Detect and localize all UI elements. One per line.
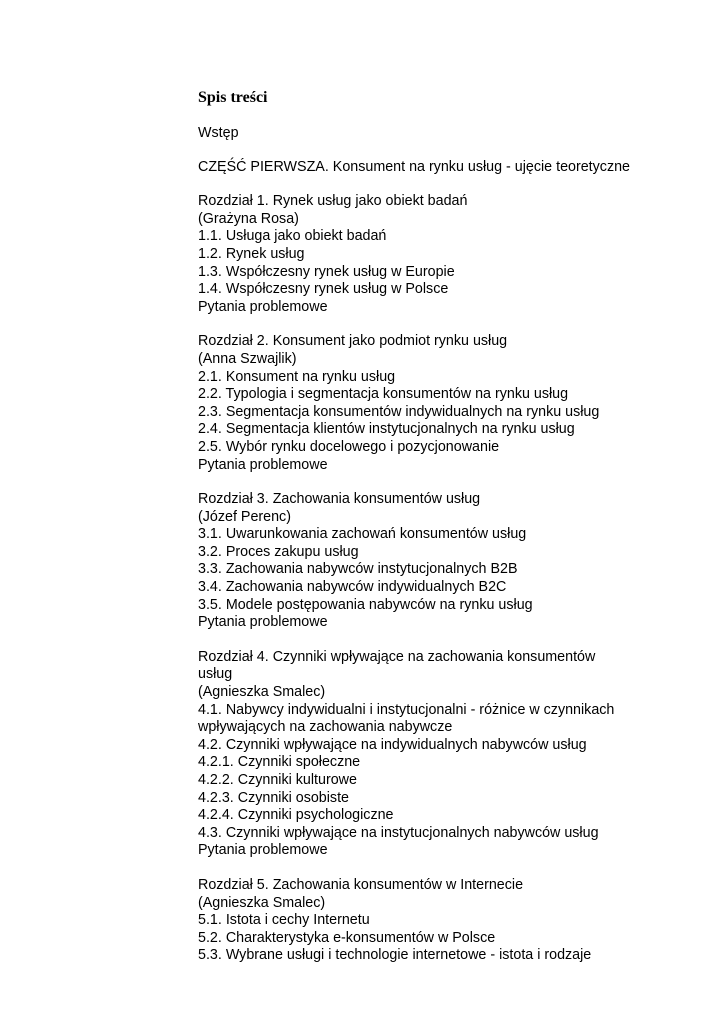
toc-intro: Wstęp	[198, 125, 239, 141]
chapter-title: Rozdział 5. Zachowania konsumentów w Internecie	[198, 876, 524, 893]
toc-item: 5.3. Wybrane usługi i technologie internetowe - istota i rodzaje	[198, 947, 592, 964]
toc-item: 1.4. Współczesny rynek usług w Polsce	[198, 281, 449, 298]
toc-item: 4.2.3. Czynniki osobiste	[198, 789, 349, 806]
toc-item: 1.1. Usługa jako obiekt badań	[198, 228, 387, 245]
chapter-title: Rozdział 3. Zachowania konsumentów usług	[198, 491, 481, 508]
toc-item: 2.5. Wybór rynku docelowego i pozycjonowanie	[198, 438, 500, 455]
toc-item: wpływających na zachowania nabywcze	[198, 719, 453, 736]
toc-item: 2.4. Segmentacja klientów instytucjonalnych na rynku usług	[198, 421, 575, 438]
toc-item: 4.3. Czynniki wpływające na instytucjonalnych nabywców usług	[198, 824, 599, 841]
toc-item: Pytania problemowe	[198, 298, 328, 315]
toc-item: 3.4. Zachowania nabywców indywidualnych B2C	[198, 579, 507, 596]
toc-title: Spis treści	[198, 89, 268, 106]
part-title: CZĘŚĆ PIERWSZA. Konsument na rynku usług - ujęcie teoretyczne	[198, 158, 630, 175]
toc-item: 4.1. Nabywcy indywidualni i instytucjonalni - różnice w czynnikach	[198, 701, 615, 718]
chapter-block	[198, 649, 668, 860]
toc-item: 4.2.4. Czynniki psychologiczne	[198, 807, 394, 824]
chapter-block	[198, 491, 668, 632]
toc-item: 1.2. Rynek usług	[198, 245, 305, 262]
chapter-author: (Józef Perenc)	[198, 508, 291, 525]
chapter-author: (Anna Szwajlik)	[198, 350, 297, 367]
chapter-block	[198, 193, 668, 316]
chapter-title: usług	[198, 666, 233, 683]
chapter-list	[198, 193, 668, 965]
toc-item: 3.3. Zachowania nabywców instytucjonalnych B2B	[198, 561, 518, 578]
toc-item: 4.2.1. Czynniki społeczne	[198, 754, 361, 771]
chapter-title: Rozdział 1. Rynek usług jako obiekt badań	[198, 193, 468, 210]
toc-item: 2.2. Typologia i segmentacja konsumentów na rynku usług	[198, 386, 569, 403]
toc-item: Pytania problemowe	[198, 456, 328, 473]
toc-item: 4.2. Czynniki wpływające na indywidualnych nabywców usług	[198, 736, 587, 753]
toc-item: 5.2. Charakterystyka e-konsumentów w Polsce	[198, 929, 496, 946]
toc-item: 3.5. Modele postępowania nabywców na rynku usług	[198, 596, 533, 613]
chapter-author: (Grażyna Rosa)	[198, 210, 299, 227]
toc-item: 2.1. Konsument na rynku usług	[198, 368, 396, 385]
table-of-contents	[198, 88, 668, 982]
chapter-author: (Agnieszka Smalec)	[198, 894, 326, 911]
toc-item: Pytania problemowe	[198, 842, 328, 859]
chapter-author: (Agnieszka Smalec)	[198, 684, 326, 701]
toc-item: 5.1. Istota i cechy Internetu	[198, 912, 370, 929]
toc-item: 3.1. Uwarunkowania zachowań konsumentów usług	[198, 526, 527, 543]
toc-item: 2.3. Segmentacja konsumentów indywidualnych na rynku usług	[198, 403, 600, 420]
toc-item: 4.2.2. Czynniki kulturowe	[198, 772, 357, 788]
chapter-block	[198, 333, 668, 474]
toc-item: Pytania problemowe	[198, 614, 328, 631]
chapter-title: Rozdział 2. Konsument jako podmiot rynku usług	[198, 333, 508, 350]
chapter-block	[198, 877, 668, 965]
toc-item: 3.2. Proces zakupu usług	[198, 543, 359, 560]
toc-item: 1.3. Współczesny rynek usług w Europie	[198, 263, 455, 280]
chapter-title: Rozdział 4. Czynniki wpływające na zachowania konsumentów	[198, 648, 596, 665]
